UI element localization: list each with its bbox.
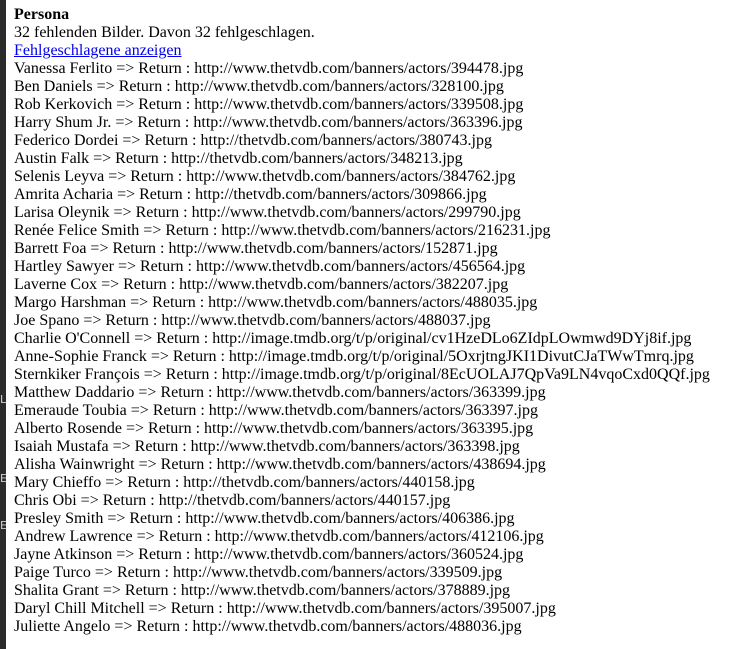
failed-image-row: Anne-Sophie Franck => Return : http://image.tmdb.org/t/p/original/5OxrjtngJKI1DivutCJaTWwTmrq.jpg bbox=[14, 348, 694, 365]
failed-image-row: Juliette Angelo => Return : http://www.thetvdb.com/banners/actors/488036.jpg bbox=[14, 618, 522, 635]
failed-image-row: Emeraude Toubia => Return : http://www.thetvdb.com/banners/actors/363397.jpg bbox=[14, 402, 538, 419]
edge-glyph: E bbox=[0, 519, 7, 532]
failed-image-row: Vanessa Ferlito => Return : http://www.thetvdb.com/banners/actors/394478.jpg bbox=[14, 60, 524, 77]
failed-image-row: Paige Turco => Return : http://www.thetvdb.com/banners/actors/339509.jpg bbox=[14, 564, 503, 581]
failed-image-row: Ben Daniels => Return : http://www.thetvdb.com/banners/actors/328100.jpg bbox=[14, 78, 504, 95]
failed-image-row: Joe Spano => Return : http://www.thetvdb.com/banners/actors/488037.jpg bbox=[14, 312, 491, 329]
failed-image-row: Austin Falk => Return : http://thetvdb.com/banners/actors/348213.jpg bbox=[14, 150, 463, 167]
failed-image-row: Sternkiker François => Return : http://image.tmdb.org/t/p/original/8EcUOLAJ7QpVa9LN4vqoCxd0QQf.jpg bbox=[14, 366, 710, 383]
failed-image-row: Matthew Daddario => Return : http://www.thetvdb.com/banners/actors/363399.jpg bbox=[14, 384, 546, 401]
failed-image-row: Hartley Sawyer => Return : http://www.thetvdb.com/banners/actors/456564.jpg bbox=[14, 258, 526, 275]
failed-image-row: Isaiah Mustafa => Return : http://www.thetvdb.com/banners/actors/363398.jpg bbox=[14, 438, 520, 455]
section-title: Persona bbox=[14, 6, 70, 23]
failed-image-row: Selenis Leyva => Return : http://www.thetvdb.com/banners/actors/384762.jpg bbox=[14, 168, 516, 185]
failed-image-row: Larisa Oleynik => Return : http://www.thetvdb.com/banners/actors/299790.jpg bbox=[14, 204, 521, 221]
failed-image-row: Federico Dordei => Return : http://thetvdb.com/banners/actors/380743.jpg bbox=[14, 132, 492, 149]
edge-glyph: L bbox=[0, 393, 7, 406]
failed-image-row: Laverne Cox => Return : http://www.thetvdb.com/banners/actors/382207.jpg bbox=[14, 276, 509, 293]
failed-image-row: Barrett Foa => Return : http://www.thetvdb.com/banners/actors/152871.jpg bbox=[14, 240, 498, 257]
edge-glyph: E bbox=[0, 472, 7, 485]
failed-image-row: Rob Kerkovich => Return : http://www.thetvdb.com/banners/actors/339508.jpg bbox=[14, 96, 524, 113]
failed-image-row: Margo Harshman => Return : http://www.thetvdb.com/banners/actors/488035.jpg bbox=[14, 294, 538, 311]
failed-image-row: Daryl Chill Mitchell => Return : http://www.thetvdb.com/banners/actors/395007.jpg bbox=[14, 600, 556, 617]
failed-image-row: Renée Felice Smith => Return : http://www.thetvdb.com/banners/actors/216231.jpg bbox=[14, 222, 551, 239]
failed-image-row: Presley Smith => Return : http://www.thetvdb.com/banners/actors/406386.jpg bbox=[14, 510, 515, 527]
failed-image-row: Chris Obi => Return : http://thetvdb.com/banners/actors/440157.jpg bbox=[14, 492, 451, 509]
failed-image-row: Alberto Rosende => Return : http://www.thetvdb.com/banners/actors/363395.jpg bbox=[14, 420, 534, 437]
failed-image-row: Alisha Wainwright => Return : http://www.thetvdb.com/banners/actors/438694.jpg bbox=[14, 456, 546, 473]
missing-images-report bbox=[14, 6, 730, 636]
failed-image-row: Shalita Grant => Return : http://www.thetvdb.com/banners/actors/378889.jpg bbox=[14, 582, 511, 599]
failed-image-row: Harry Shum Jr. => Return : http://www.thetvdb.com/banners/actors/363396.jpg bbox=[14, 114, 523, 131]
failed-image-row: Charlie O'Connell => Return : http://image.tmdb.org/t/p/original/cv1HzeDLo6ZIdpLOwmwd9DYj8if.jpg bbox=[14, 330, 692, 347]
missing-summary: 32 fehlenden Bilder. Davon 32 fehlgeschlagen. bbox=[14, 24, 315, 41]
failed-image-row: Mary Chieffo => Return : http://thetvdb.com/banners/actors/440158.jpg bbox=[14, 474, 475, 491]
failed-image-row: Jayne Atkinson => Return : http://www.thetvdb.com/banners/actors/360524.jpg bbox=[14, 546, 524, 563]
left-window-edge bbox=[0, 0, 6, 649]
failed-images-list bbox=[14, 60, 730, 636]
failed-image-row: Andrew Lawrence => Return : http://www.thetvdb.com/banners/actors/412106.jpg bbox=[14, 528, 544, 545]
show-failed-link[interactable]: Fehlgeschlagene anzeigen bbox=[14, 42, 182, 59]
failed-image-row: Amrita Acharia => Return : http://thetvdb.com/banners/actors/309866.jpg bbox=[14, 186, 487, 203]
